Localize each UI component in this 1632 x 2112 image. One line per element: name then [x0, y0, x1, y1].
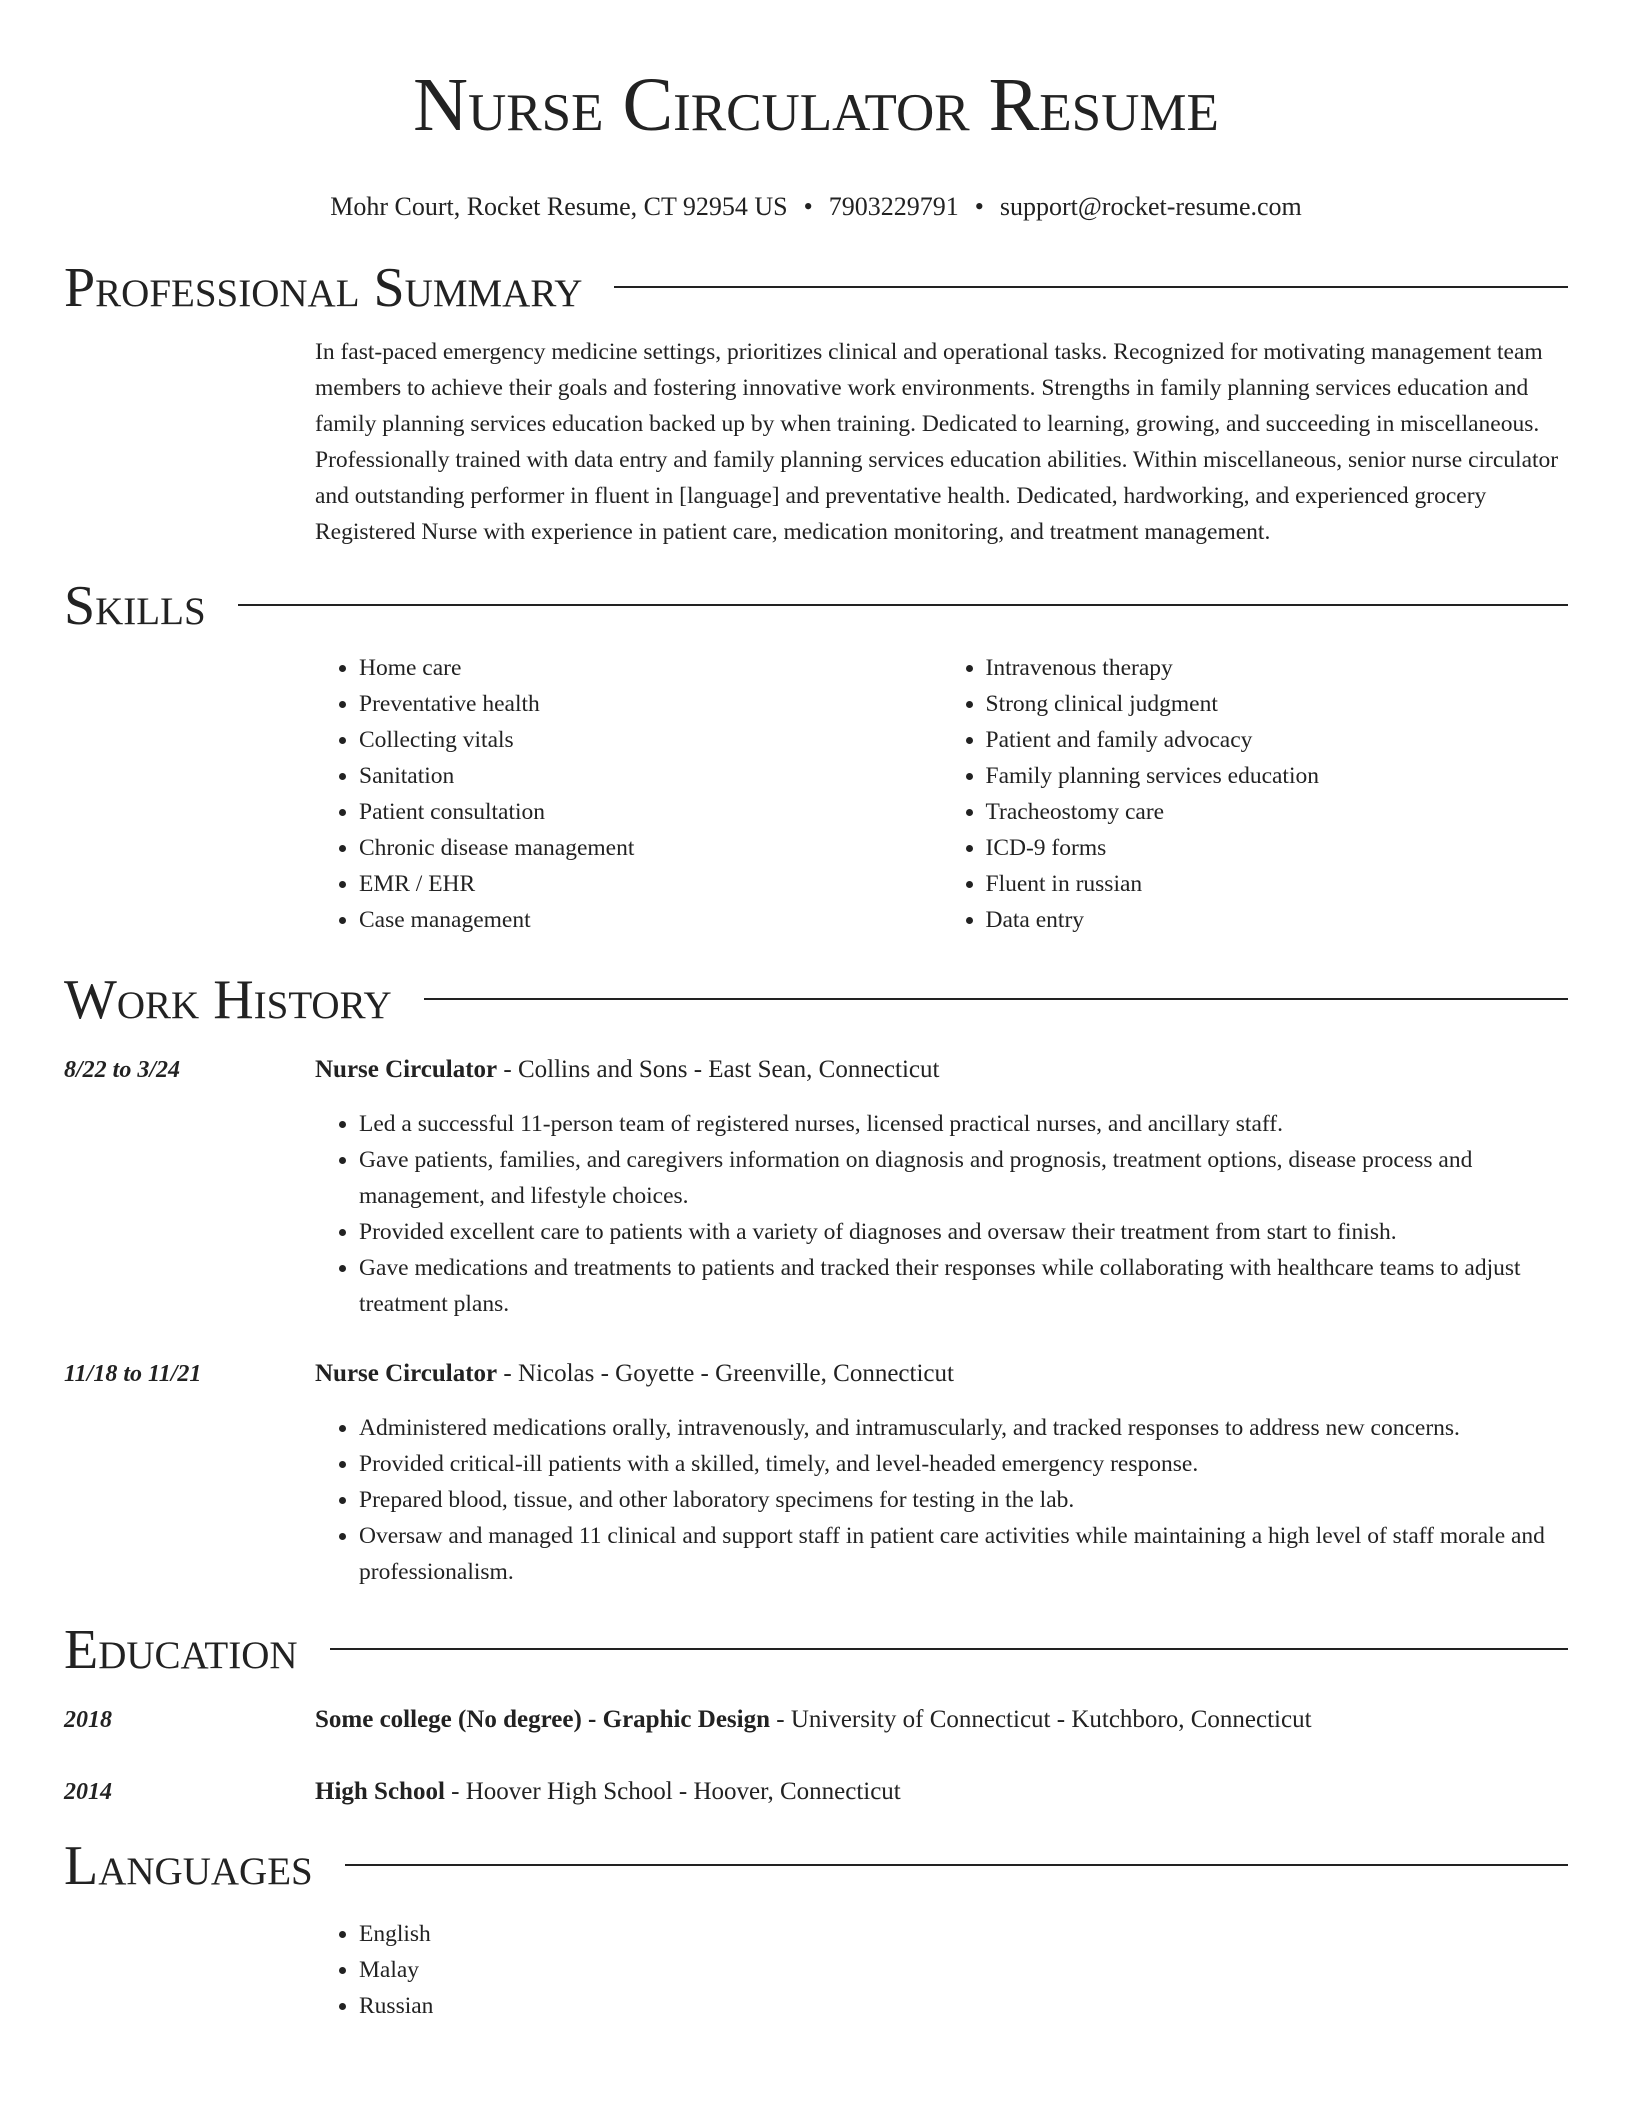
work-heading: Work History	[64, 969, 392, 1031]
skill-item: • Patient and family advocacy	[986, 722, 1569, 758]
skills-heading: Skills	[64, 575, 206, 637]
contact-email: support@rocket-resume.com	[999, 192, 1302, 221]
summary-heading: Professional Summary	[64, 257, 583, 319]
education-school: - University of Connecticut - Kutchboro, Connecticut	[770, 1706, 1312, 1733]
section-divider	[238, 604, 1568, 606]
education-entry	[64, 1774, 1568, 1810]
skills-list	[315, 650, 1568, 938]
skill-item: • Sanitation	[359, 758, 942, 794]
language-item: • English	[359, 1916, 1568, 1952]
skill-item: • Chronic disease management	[359, 830, 942, 866]
job-duty: • Gave medications and treatments to patients and tracked their responses while collaborating with healthcare teams to adjust treatment plans.	[359, 1250, 1568, 1322]
contact-address: Mohr Court, Rocket Resume, CT 92954 US	[330, 192, 788, 221]
languages-list	[315, 1916, 1568, 2024]
languages-section-header	[64, 1836, 1568, 1896]
education-school: - Hoover High School - Hoover, Connecticut	[444, 1778, 901, 1805]
education-year: 2018	[64, 1707, 112, 1733]
skills-section-header	[64, 576, 1568, 636]
job-header	[315, 1356, 1568, 1392]
education-year: 2014	[64, 1779, 112, 1805]
job-dates: 8/22 to 3/24	[64, 1057, 181, 1083]
skill-item: • Fluent in russian	[986, 866, 1569, 902]
job-entry	[64, 1356, 1568, 1590]
job-duty: • Led a successful 11-person team of registered nurses, licensed practical nurses, and ancillary staff.	[359, 1106, 1568, 1142]
education-heading: Education	[64, 1619, 298, 1681]
contact-line	[64, 192, 1568, 222]
section-divider	[330, 1648, 1568, 1650]
skill-item: • Family planning services education	[986, 758, 1569, 794]
job-employer: - Collins and Sons - East Sean, Connecticut	[497, 1056, 940, 1083]
section-divider	[424, 998, 1568, 1000]
contact-phone: 7903229791	[828, 192, 959, 221]
section-divider	[345, 1864, 1568, 1866]
job-duty: • Prepared blood, tissue, and other laboratory specimens for testing in the lab.	[359, 1482, 1568, 1518]
skill-item: • EMR / EHR	[359, 866, 942, 902]
section-divider	[614, 286, 1568, 288]
summary-text: In fast-paced emergency medicine settings, prioritizes clinical and operational tasks. Recognized for motivating management team members to achieve their goals and fostering innovative work environments. Strengths in family planning services education and family planning services education backed up by when training. Dedicated to learning, growing, and succeeding in miscellaneous. Professionally trained with data entry and family planning services education abilities. Within miscellaneous, senior nurse circulator and outstanding performer in fluent in [language] and preventative health. Dedicated, hardworking, and experienced grocery Registered Nurse with experience in patient care, medication monitoring, and treatment management.	[315, 339, 1559, 545]
skill-item: • Patient consultation	[359, 794, 942, 830]
skills-column-right	[942, 650, 1569, 938]
education-section-header	[64, 1620, 1568, 1680]
skill-item: • Intravenous therapy	[986, 650, 1569, 686]
language-item: • Malay	[359, 1952, 1568, 1988]
education-detail	[315, 1702, 1568, 1738]
job-duty: • Gave patients, families, and caregivers information on diagnosis and prognosis, treatment options, disease process and management, and lifestyle choices.	[359, 1142, 1568, 1214]
skill-item: • Strong clinical judgment	[986, 686, 1569, 722]
skill-item: • Case management	[359, 902, 942, 938]
skill-item: • Preventative health	[359, 686, 942, 722]
languages-heading: Languages	[64, 1835, 313, 1897]
skill-item: • ICD-9 forms	[986, 830, 1569, 866]
summary-section-header	[64, 258, 1568, 318]
job-duty: • Administered medications orally, intravenously, and intramuscularly, and tracked responses to address new concerns.	[359, 1410, 1568, 1446]
skill-item: • Collecting vitals	[359, 722, 942, 758]
job-entry	[64, 1052, 1568, 1322]
contact-separator: •	[803, 192, 813, 221]
languages-items	[315, 1916, 1568, 2024]
job-duties	[315, 1106, 1568, 1322]
skill-item: • Tracheostomy care	[986, 794, 1569, 830]
skill-item: • Data entry	[986, 902, 1569, 938]
job-employer: - Nicolas - Goyette - Greenville, Connecticut	[497, 1360, 954, 1387]
job-title: Nurse Circulator	[315, 1360, 498, 1387]
job-dates: 11/18 to 11/21	[64, 1361, 202, 1387]
job-title: Nurse Circulator	[315, 1056, 498, 1083]
page-title: Nurse Circulator Resume	[413, 63, 1219, 147]
job-duty: • Oversaw and managed 11 clinical and support staff in patient care activities while maintaining a high level of staff morale and professionalism.	[359, 1518, 1568, 1590]
job-duty: • Provided excellent care to patients with a variety of diagnoses and oversaw their treatment from start to finish.	[359, 1214, 1568, 1250]
language-item: • Russian	[359, 1988, 1568, 2024]
job-duty: • Provided critical-ill patients with a skilled, timely, and level-headed emergency response.	[359, 1446, 1568, 1482]
work-section-header	[64, 970, 1568, 1030]
education-degree: High School	[315, 1778, 445, 1805]
contact-separator: •	[974, 192, 984, 221]
education-entry	[64, 1702, 1568, 1738]
education-detail	[315, 1774, 1568, 1810]
job-header	[315, 1052, 1568, 1088]
job-duties	[315, 1410, 1568, 1590]
skills-column-left	[315, 650, 942, 938]
education-degree: Some college (No degree) - Graphic Design	[315, 1706, 770, 1733]
skill-item: • Home care	[359, 650, 942, 686]
